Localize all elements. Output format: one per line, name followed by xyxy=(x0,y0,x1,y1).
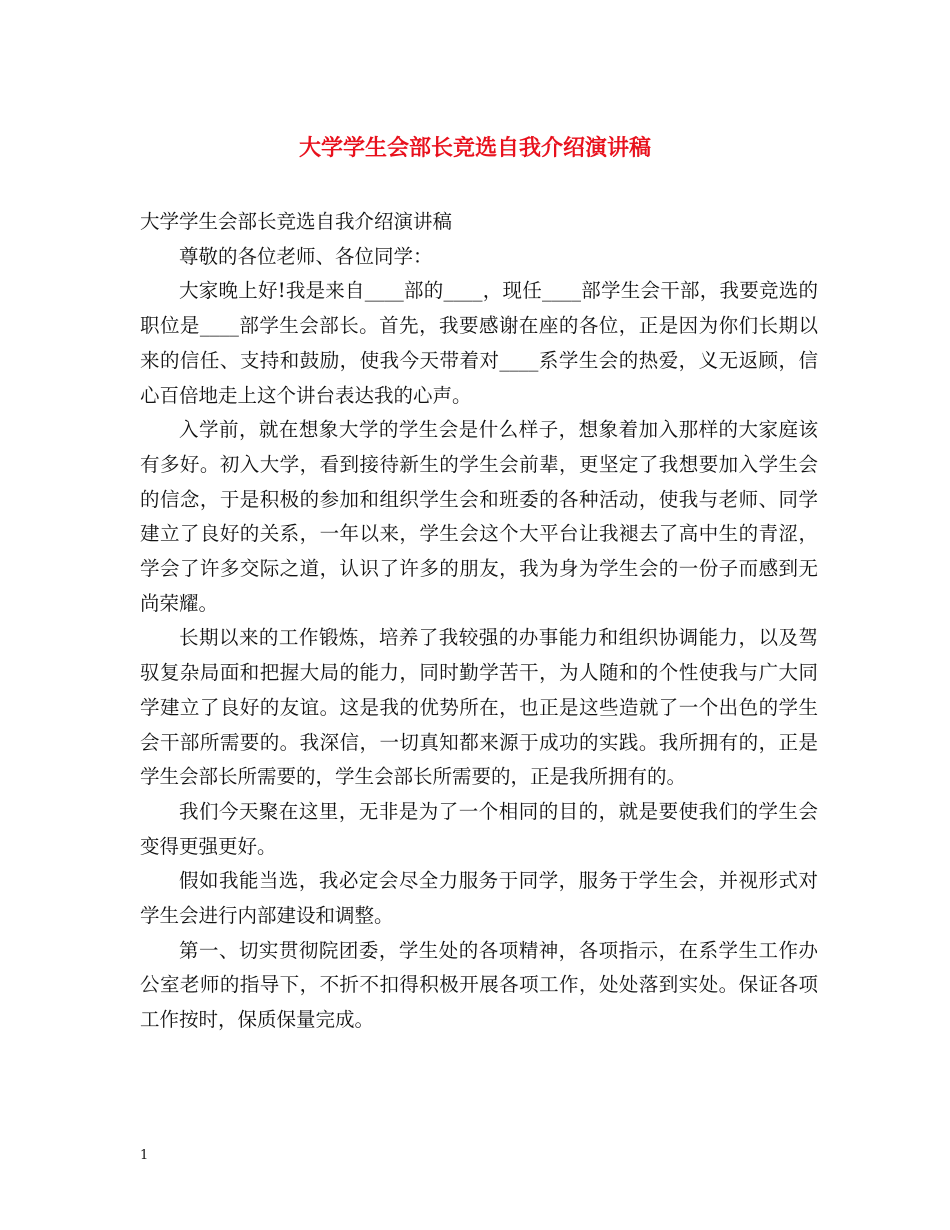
paragraph: 第一、切实贯彻院团委，学生处的各项精神，各项指示，在系学生工作办公室老师的指导下，不折不扣得积极开展各项工作，处处落到实处。保证各项工作按时，保质保量完成。 xyxy=(140,938,818,1032)
paragraph-heading: 大学学生会部长竞选自我介绍演讲稿 xyxy=(140,210,453,233)
document-body xyxy=(140,205,818,1038)
paragraph: 我们今天聚在这里，无非是为了一个相同的目的，就是要使我们的学生会变得更强更好。 xyxy=(140,799,818,858)
paragraph: 大家晚上好!我是来自____部的____，现任____部学生会干部，我要竞选的职位是____部学生会部长。首先，我要感谢在座的各位，正是因为你们长期以来的信任、支持和鼓励，使我今天带着对____系学生会的热爱，义无返顾，信心百倍地走上这个讲台表达我的心声。 xyxy=(140,279,818,407)
paragraph: 长期以来的工作锻炼，培养了我较强的办事能力和组织协调能力，以及驾驭复杂局面和把握大局的能力，同时勤学苦干，为人随和的个性使我与广大同学建立了良好的友谊。这是我的优势所在，也正是这些造就了一个出色的学生会干部所需要的。我深信，一切真知都来源于成功的实践。我所拥有的，正是学生会部长所需要的，学生会部长所需要的，正是我所拥有的。 xyxy=(140,626,818,789)
page-number: 1 xyxy=(140,1148,149,1163)
paragraph: 假如我能当选，我必定会尽全力服务于同学，服务于学生会，并视形式对学生会进行内部建设和调整。 xyxy=(140,869,818,928)
paragraph-salutation: 尊敬的各位老师、各位同学： xyxy=(179,244,433,268)
paragraph: 入学前，就在想象大学的学生会是什么样子，想象着加入那样的大家庭该有多好。初入大学，看到接待新生的学生会前辈，更坚定了我想要加入学生会的信念，于是积极的参加和组织学生会和班委的各种活动，使我与老师、同学建立了良好的关系，一年以来，学生会这个大平台让我褪去了高中生的青涩，学会了许多交际之道，认识了许多的朋友，我为身为学生会的一份子而感到无尚荣耀。 xyxy=(140,418,818,615)
document-title: 大学学生会部长竞选自我介绍演讲稿 xyxy=(298,135,651,161)
